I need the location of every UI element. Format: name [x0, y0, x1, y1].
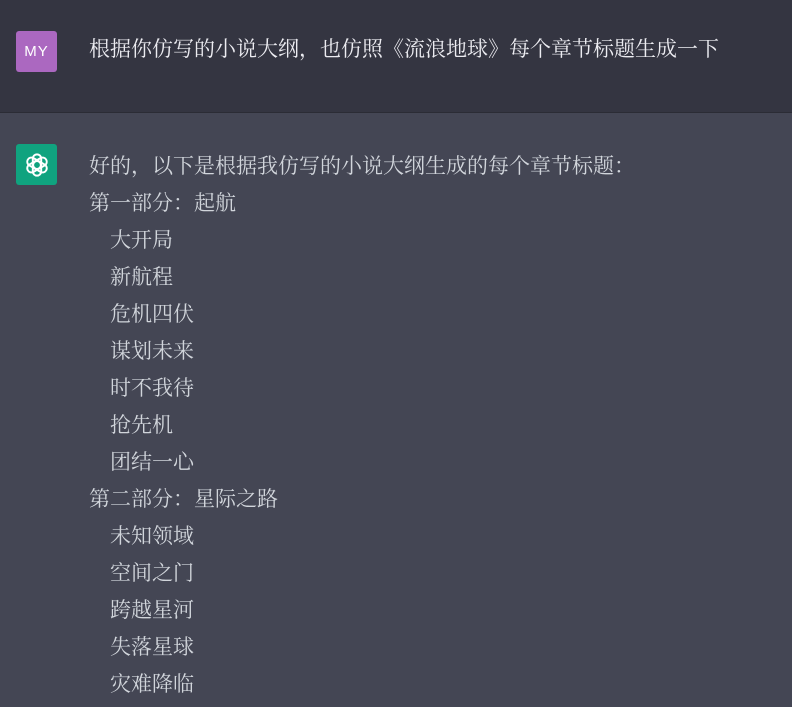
assistant-avatar	[16, 144, 57, 185]
chapter-title: 失落星球	[110, 635, 194, 659]
part-title: 第二部分：星际之路	[89, 487, 278, 511]
assistant-intro: 好的，以下是根据我仿写的小说大纲生成的每个章节标题：	[89, 154, 635, 178]
assistant-message-content	[89, 148, 779, 703]
chapter-title: 抢先机	[110, 413, 173, 437]
user-message-row	[0, 0, 792, 113]
chapter-title: 团结一心	[110, 450, 194, 474]
chapter-title: 时不我待	[110, 376, 194, 400]
user-avatar-initials: MY	[24, 43, 49, 60]
assistant-message-row	[0, 113, 792, 707]
chapter-title: 新航程	[110, 265, 173, 289]
chapter-title: 空间之门	[110, 561, 194, 585]
chapter-title: 灾难降临	[110, 672, 194, 696]
chapter-title: 未知领域	[110, 524, 194, 548]
chapter-title: 跨越星河	[110, 598, 194, 622]
chapter-title: 危机四伏	[110, 302, 194, 326]
chapter-title: 谋划未来	[110, 339, 194, 363]
user-message-text: 根据你仿写的小说大纲，也仿照《流浪地球》每个章节标题生成一下	[89, 37, 719, 61]
part-title: 第一部分：起航	[89, 191, 236, 215]
openai-logo-icon	[23, 151, 51, 179]
chapter-title: 大开局	[110, 228, 173, 252]
user-avatar	[16, 31, 57, 72]
